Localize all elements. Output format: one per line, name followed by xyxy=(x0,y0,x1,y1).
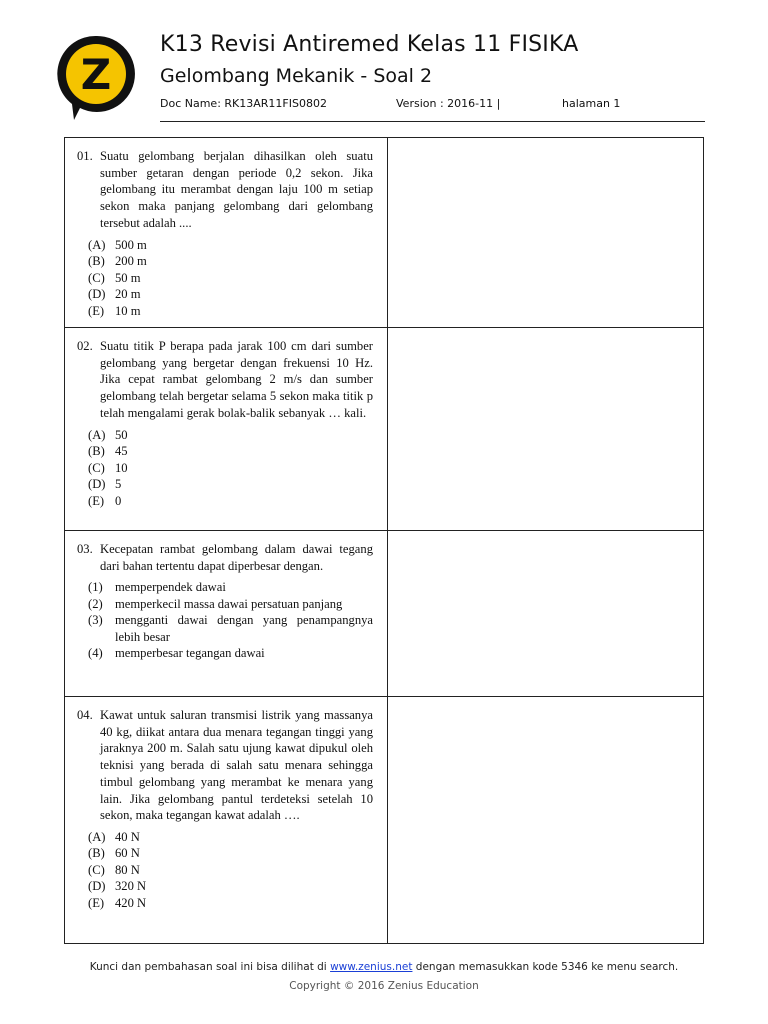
option-list xyxy=(77,829,373,912)
zenius-logo xyxy=(54,32,138,122)
option xyxy=(77,829,373,846)
option-text: 10 m xyxy=(115,303,141,318)
option-text: 60 N xyxy=(115,846,140,861)
option-label: (1) xyxy=(88,580,103,595)
option xyxy=(77,270,373,287)
question-table xyxy=(64,137,704,944)
page-subtitle: Gelombang Mekanik - Soal 2 xyxy=(160,65,433,87)
option xyxy=(77,427,373,444)
option-label: (2) xyxy=(88,596,103,611)
option-label: (3) xyxy=(88,613,103,628)
option-label: (D) xyxy=(88,287,106,302)
question-row xyxy=(65,328,704,531)
option-text: 40 N xyxy=(115,829,140,844)
zenius-link[interactable]: www.zenius.net xyxy=(330,961,413,973)
question-cell xyxy=(65,531,388,697)
page-number: halaman 1 xyxy=(562,97,621,110)
option-label: (B) xyxy=(88,444,105,459)
question-row xyxy=(65,138,704,328)
option xyxy=(77,303,373,320)
option-text: 45 xyxy=(115,444,128,459)
logo-letter: Z xyxy=(80,50,112,99)
question-text: Kecepatan rambat gelombang dalam dawai tegang dari bahan tertentu dapat diperbesar dengan. xyxy=(100,542,373,573)
option-label: (D) xyxy=(88,477,106,492)
option-label: (A) xyxy=(88,829,106,844)
option-label: (B) xyxy=(88,846,105,861)
option-label: (4) xyxy=(88,646,103,661)
option xyxy=(77,460,373,477)
answer-space xyxy=(388,531,704,697)
option-label: (E) xyxy=(88,493,105,508)
option-label: (B) xyxy=(88,254,105,269)
header-divider xyxy=(160,121,705,122)
question-number: 01. xyxy=(77,149,93,163)
option xyxy=(77,579,373,596)
answer-space xyxy=(388,328,704,531)
option-text: 200 m xyxy=(115,254,147,269)
option-text: 50 xyxy=(115,427,128,442)
question-cell xyxy=(65,697,388,944)
option-label: (E) xyxy=(88,895,105,910)
option-text: 50 m xyxy=(115,270,141,285)
question-cell xyxy=(65,138,388,328)
option-text: memperbesar tegangan dawai xyxy=(115,646,265,661)
option-list xyxy=(77,427,373,510)
option xyxy=(77,895,373,912)
option-text: 320 N xyxy=(115,879,147,894)
option xyxy=(77,862,373,879)
option xyxy=(77,845,373,862)
option xyxy=(77,878,373,895)
doc-meta xyxy=(160,97,630,113)
option-label: (C) xyxy=(88,460,105,475)
option-label: (A) xyxy=(88,427,106,442)
option-text: 10 xyxy=(115,460,128,475)
option-text: 20 m xyxy=(115,287,141,302)
option xyxy=(77,253,373,270)
footer-note xyxy=(0,961,768,973)
option-label: (D) xyxy=(88,879,106,894)
question-text: Kawat untuk saluran transmisi listrik yang massanya 40 kg, diikat antara dua menara tegangan tinggi yang jaraknya 200 m. Salah satu ujung kawat dipukul oleh teknisi yang berada di salah satu menara sehingga timbul gelombang yang merambat ke menara yang lain. Jika gelombang pantul terdeteksi setelah 10 sekon, maka tegangan kawat adalah …. xyxy=(100,708,373,823)
option xyxy=(77,596,373,613)
footer-note-prefix: Kunci dan pembahasan soal ini bisa dilihat di xyxy=(89,961,327,973)
answer-space xyxy=(388,697,704,944)
option xyxy=(77,493,373,510)
option xyxy=(77,443,373,460)
option-list xyxy=(77,579,373,662)
option-text: 0 xyxy=(115,493,122,508)
question-row xyxy=(65,697,704,944)
option-list xyxy=(77,237,373,320)
option-label: (C) xyxy=(88,862,105,877)
option-text: 500 m xyxy=(115,237,147,252)
option xyxy=(77,286,373,303)
option-text: 420 N xyxy=(115,895,147,910)
option-label: (E) xyxy=(88,303,105,318)
question-text: Suatu titik P berapa pada jarak 100 cm dari sumber gelombang yang bergetar dengan frekuensi 10 Hz. Jika cepat rambat gelombang 2 m/s dan sumber gelombang telah bergetar selama 5 sekon maka titik p telah mengalami gerak bolak-balik sebanyak … kali. xyxy=(100,339,373,420)
question-cell xyxy=(65,328,388,531)
doc-version: Version : 2016-11 | xyxy=(396,97,501,110)
footer-note-suffix: dengan memasukkan kode 5346 ke menu search. xyxy=(415,961,679,973)
question-row xyxy=(65,531,704,697)
question-number: 02. xyxy=(77,339,93,354)
copyright: Copyright © 2016 Zenius Education xyxy=(289,980,479,992)
option xyxy=(77,645,373,662)
doc-name: Doc Name: RK13AR11FIS0802 xyxy=(160,97,327,110)
answer-space xyxy=(388,138,704,328)
question-number: 03. xyxy=(77,542,93,557)
question-text: Suatu gelombang berjalan dihasilkan oleh suatu sumber getaran dengan periode 0,2 sekon. Jika gelombang itu merambat dengan laju 100 m setiap sekon maka panjang gelombang dari gelombang tersebut adalah .... xyxy=(100,149,373,230)
option-text: mengganti dawai dengan yang penampangnya lebih besar xyxy=(115,613,373,644)
option xyxy=(77,612,373,645)
option xyxy=(77,476,373,493)
option-text: 5 xyxy=(115,477,122,492)
question-number: 04. xyxy=(77,708,93,723)
option-text: 80 N xyxy=(115,862,140,877)
option-label: (C) xyxy=(88,270,105,285)
page-title: K13 Revisi Antiremed Kelas 11 FISIKA xyxy=(160,32,579,57)
option xyxy=(77,237,373,254)
option-text: memperkecil massa dawai persatuan panjang xyxy=(115,596,343,611)
option-label: (A) xyxy=(88,237,106,252)
option-text: memperpendek dawai xyxy=(115,580,226,595)
